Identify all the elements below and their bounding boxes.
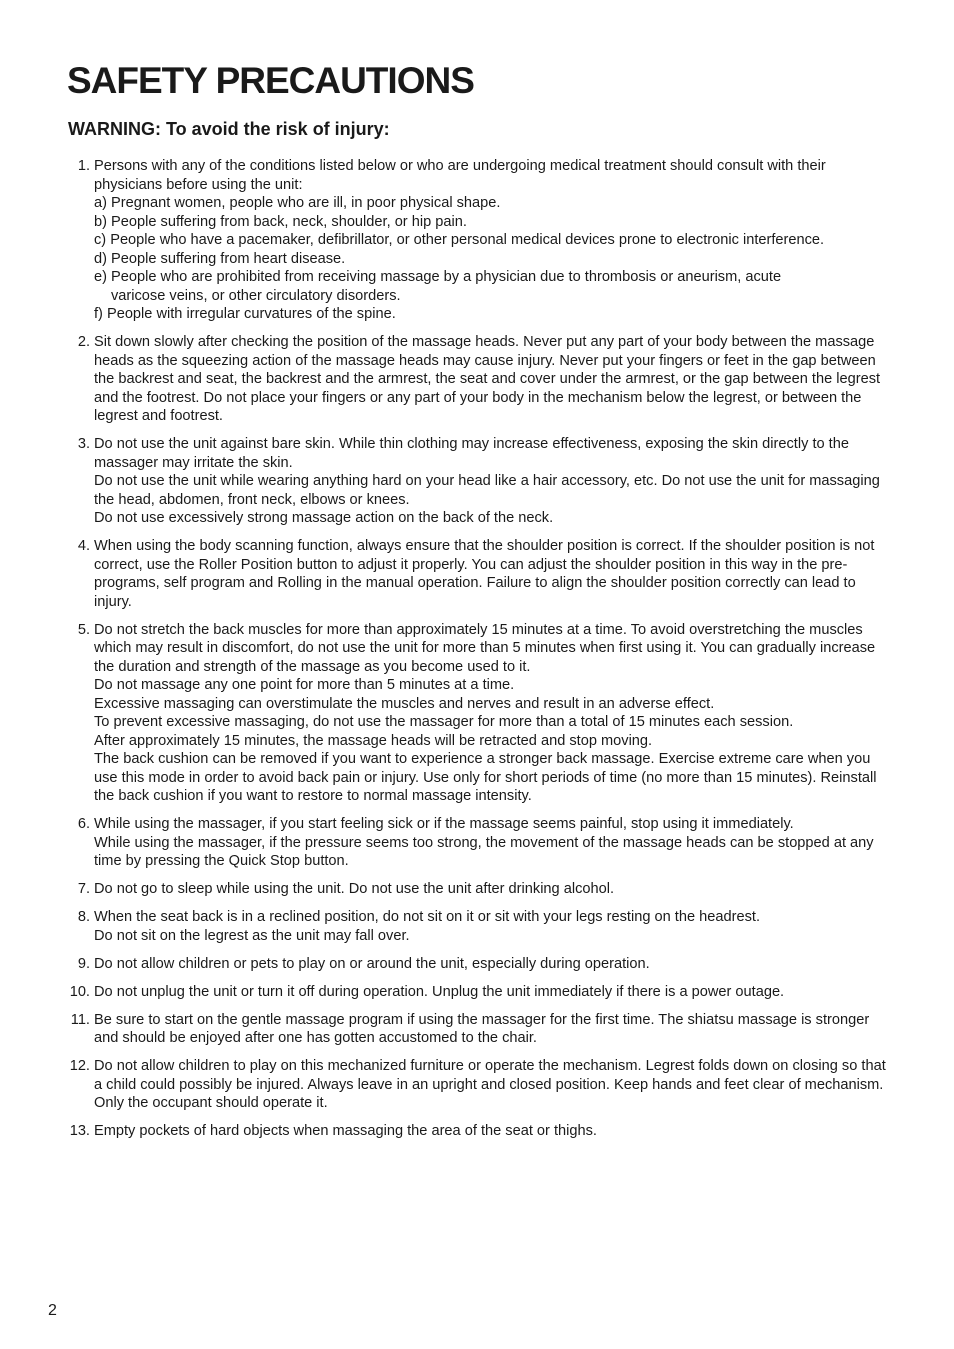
precaution-item: [60, 537, 890, 611]
item-text: The back cushion can be removed if you want to experience a stronger back massage. Exercise extreme care when you use this mode in order to avoid back pain or injury. Use only for short periods of time (no more than 15 minutes). Reinstall the back cushion if you want to restore to normal massage intensity.: [94, 751, 877, 804]
item-number: 11.: [70, 1011, 90, 1028]
precaution-item: [60, 1057, 890, 1113]
precautions-list: [60, 157, 890, 1150]
sub-item: [94, 194, 890, 213]
sub-item-text: b) People suffering from back, neck, shoulder, or hip pain.: [94, 213, 467, 230]
item-number: 12.: [69, 1058, 90, 1074]
item-text: Persons with any of the conditions listed below or who are undergoing medical treatment should consult with their physicians before using the unit:: [94, 158, 826, 193]
item-text: When the seat back is in a reclined position, do not sit on it or sit with your legs resting on the headrest.: [94, 909, 760, 925]
sub-item-text: a) Pregnant women, people who are ill, in poor physical shape.: [94, 195, 501, 211]
item-text: Do not stretch the back muscles for more than approximately 15 minutes at a time. To avoid overstretching the muscles which may result in discomfort, do not use the unit for more than 5 minutes when first using it. You can gradually increase the duration and strength of the massage as you become used to it.: [94, 621, 876, 675]
sub-item: [94, 305, 890, 324]
item-text: Do not use excessively strong massage action on the back of the neck.: [94, 510, 554, 526]
item-number: 9.: [77, 955, 90, 972]
item-text: Do not massage any one point for more than 5 minutes at a time.: [94, 677, 515, 693]
precaution-item: [60, 157, 890, 324]
precaution-item: [60, 815, 890, 871]
item-text: Do not sit on the legrest as the unit may fall over.: [94, 927, 410, 944]
item-number: 2.: [77, 334, 90, 350]
precaution-item: [60, 908, 890, 945]
warning-heading: WARNING: To avoid the risk of injury:: [68, 119, 390, 139]
precaution-item: [60, 435, 890, 528]
item-text: To prevent excessive massaging, do not use the massager for more than a total of 15 minutes each session.: [94, 714, 794, 730]
item-text: When using the body scanning function, always ensure that the shoulder position is correct. If the shoulder position is not correct, use the Roller Position button to adjust it properly. You can adjust the shoulder position in this way in the pre-programs, self program and Rolling in the manual operation. Failure to align the shoulder position correctly can lead to injury.: [94, 538, 875, 610]
item-text: Do not unplug the unit or turn it off during operation. Unplug the unit immediately if there is a power outage.: [94, 983, 785, 1000]
sub-item-text: d) People suffering from heart disease.: [94, 250, 346, 267]
item-number: 8.: [77, 909, 90, 925]
item-number: 1.: [77, 158, 90, 174]
item-text: Sit down slowly after checking the position of the massage heads. Never put any part of your body between the massage heads as the squeezing action of the massage heads may cause injury. Never put your fingers or feet in the gap between the backrest and seat, the backrest and the armrest, the seat and cover under the armrest, or the gap between the legrest and the footrest. Do not place your fingers or any part of your body in the mechanism below the legrest, or between the legrest and footrest.: [94, 334, 881, 424]
sub-item: [94, 250, 890, 269]
item-number: 7.: [77, 881, 90, 897]
item-number: 10.: [69, 983, 90, 1000]
item-number: 4.: [77, 538, 90, 554]
precaution-item: [60, 1011, 890, 1048]
item-text: Do not use the unit while wearing anything hard on your head like a hair accessory, etc. Do not use the unit for massaging the head, abdomen, front neck, elbows or knees.: [94, 473, 880, 508]
precaution-item: [60, 880, 890, 899]
precaution-item: [60, 1122, 890, 1141]
item-number: 5.: [77, 621, 90, 638]
item-text: While using the massager, if you start feeling sick or if the massage seems painful, stop using it immediately.: [94, 816, 794, 832]
sub-item: [94, 268, 890, 305]
precaution-item: [60, 333, 890, 426]
item-number: 3.: [77, 436, 90, 452]
item-text: Do not use the unit against bare skin. While thin clothing may increase effectiveness, exposing the skin directly to the massager may irritate the skin.: [94, 436, 849, 471]
precaution-item: [60, 983, 890, 1002]
item-number: 6.: [77, 816, 90, 832]
item-text: Empty pockets of hard objects when massaging the area of the seat or thighs.: [94, 1123, 597, 1139]
precaution-item: [60, 955, 890, 974]
sub-item: [94, 213, 890, 232]
sub-item-text: c) People who have a pacemaker, defibrillator, or other personal medical devices prone to electronic interference.: [94, 232, 825, 248]
item-text: Excessive massaging can overstimulate the muscles and nerves and result in an adverse effect.: [94, 695, 715, 712]
page-title: SAFETY PRECAUTIONS: [67, 60, 474, 101]
item-text: While using the massager, if the pressure seems too strong, the movement of the massage heads can be stopped at any time by pressing the Quick Stop button.: [94, 834, 874, 869]
precaution-item: [60, 621, 890, 806]
item-text: Be sure to start on the gentle massage program if using the massager for the first time. The shiatsu massage is stronger and should be enjoyed after one has gotten accustomed to the chair.: [94, 1011, 870, 1046]
sub-item: [94, 231, 890, 250]
item-text: Do not allow children to play on this mechanized furniture or operate the mechanism. Legrest folds down on closing so that a child could possibly be injured. Always leave in an upright and closed position. Keep hands and feet clear of mechanism. Only the occupant should operate it.: [94, 1058, 886, 1111]
item-text: Do not allow children or pets to play on or around the unit, especially during operation.: [94, 955, 650, 972]
sub-item-text: f) People with irregular curvatures of the spine.: [94, 306, 396, 322]
sub-item-text: e) People who are prohibited from receiving massage by a physician due to thrombosis or aneurism, acute: [94, 269, 782, 285]
item-text: After approximately 15 minutes, the massage heads will be retracted and stop moving.: [94, 732, 653, 749]
page-number: 2: [48, 1302, 57, 1319]
item-number: 13.: [69, 1123, 90, 1139]
sub-item-text: varicose veins, or other circulatory disorders.: [111, 287, 401, 304]
item-text: Do not go to sleep while using the unit. Do not use the unit after drinking alcohol.: [94, 881, 615, 897]
